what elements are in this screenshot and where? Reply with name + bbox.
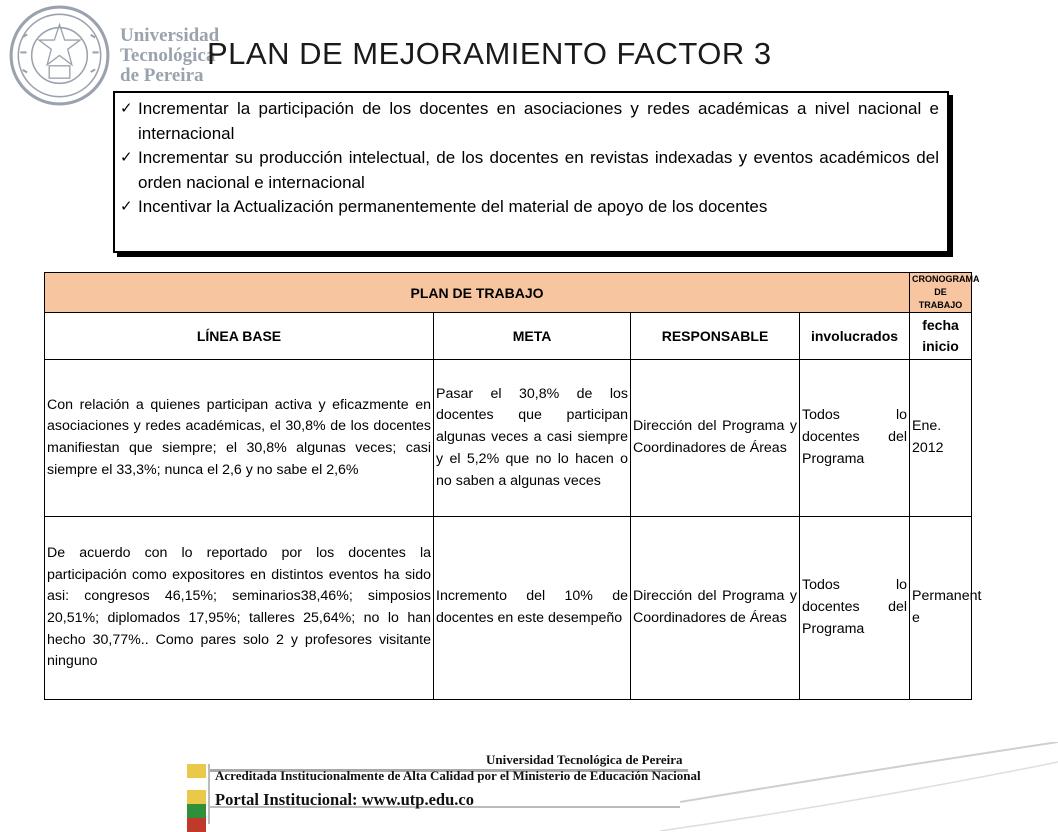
work-plan-table	[44, 272, 982, 700]
page-title: PLAN DE MEJORAMIENTO FACTOR 3	[207, 36, 772, 71]
plan-title-cell: PLAN DE TRABAJO	[45, 273, 910, 313]
objective-text: Incrementar la participación de los docentes en asociaciones y redes académicas a nivel nacional e internacional	[138, 99, 939, 143]
involved-cell: Todos lo docentes del Programa	[800, 517, 910, 700]
baseline-cell: De acuerdo con lo reportado por los docentes la participación como expositores en distintos eventos ha sido asi: congresos 46,15%; seminarios38,46%; simposios 20,51%; diplomados 17,95%; talleres 25,64%; no lo han hecho 30,77%.. Como pares solo 2 y profesores visitante ninguno	[45, 517, 434, 700]
responsible-cell: Dirección del Programa y Coordinadores de Áreas	[631, 360, 800, 517]
university-name-line-2: Tecnológica	[120, 45, 216, 66]
header-start-date: fecha inicio	[910, 313, 972, 360]
footer-accreditation: Acreditada Institucionalmente de Alta Calidad por el Ministerio de Educación Nacional	[215, 768, 701, 783]
checkmark-icon: ✓	[120, 100, 133, 117]
start-date-cell: Ene. 2012	[910, 360, 972, 517]
goal-cell: Incremento del 10% de docentes en este desempeño	[434, 517, 631, 700]
footer-divider	[208, 764, 210, 824]
table-header-row	[45, 313, 972, 360]
responsible-cell: Dirección del Programa y Coordinadores de Áreas	[631, 517, 800, 700]
baseline-cell: Con relación a quienes participan activa y eficazmente en asociaciones y redes académicas, el 30,8% de los docentes manifiestan que siempre; el 30,8% algunas veces; casi siempre el 33,3%; nunca el 2,6 y no sabe el 2,6%	[45, 360, 434, 517]
table-row	[45, 360, 972, 517]
header-goal: META	[434, 313, 631, 360]
objectives-box	[113, 91, 949, 253]
header-involved: involucrados	[800, 313, 910, 360]
footer-university-name: Universidad Tecnológica de Pereira	[486, 752, 683, 767]
university-seal-icon	[8, 4, 111, 107]
objective-text: Incentivar la Actualización permanentemente del material de apoyo de los docentes	[138, 197, 768, 216]
objective-item	[120, 146, 939, 195]
university-name-line-1: Universidad	[120, 25, 220, 46]
objective-item	[120, 195, 939, 220]
table-row	[45, 517, 972, 700]
objective-text: Incrementar su producción intelectual, de los docentes en revistas indexadas y eventos académicos del orden nacional e internacional	[138, 148, 939, 192]
start-date-cell: Permanent e	[910, 517, 972, 700]
footer-portal-link[interactable]: Portal Institucional: www.utp.edu.co	[215, 790, 474, 809]
objective-item	[120, 97, 939, 146]
footer-accent-square	[187, 764, 206, 778]
goal-cell: Pasar el 30,8% de los docentes que participan algunas veces a casi siempre y el 5,2% que no lo hacen o no saben a algunas veces	[434, 360, 631, 517]
footer-swoosh-decoration	[660, 742, 1058, 831]
header-baseline: LÍNEA BASE	[45, 313, 434, 360]
university-name-line-3: de Pereira	[120, 65, 204, 86]
checkmark-icon: ✓	[120, 198, 133, 215]
header-responsible: RESPONSABLE	[631, 313, 800, 360]
footer	[0, 742, 1058, 831]
university-name	[120, 26, 219, 86]
schedule-title-cell: CRONOGRAMA DE TRABAJO	[910, 273, 972, 313]
involved-cell: Todos lo docentes del Programa	[800, 360, 910, 517]
checkmark-icon: ✓	[120, 149, 133, 166]
flag-icon	[187, 790, 206, 832]
table-title-row	[45, 273, 972, 313]
